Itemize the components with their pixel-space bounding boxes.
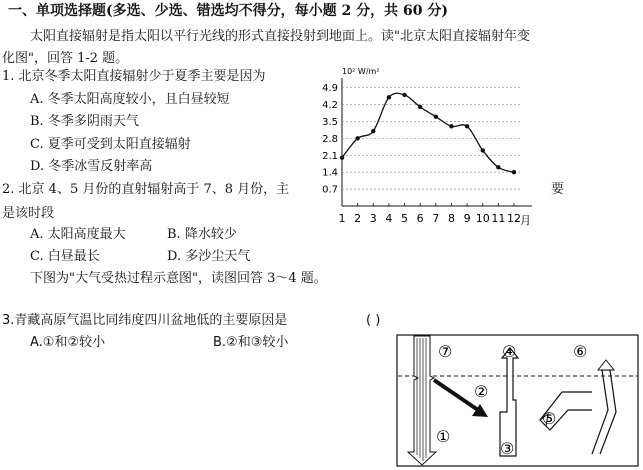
q1-option-d[interactable]: D. 冬季冰雪反射率高: [30, 159, 153, 174]
chart-series-line: [342, 93, 514, 172]
chart-xtick-label: 7: [432, 212, 440, 225]
section-header: 一、单项选择题(多选、少选、错选均不得分，每小题 2 分，共 60 分): [8, 3, 448, 19]
label-2: ②: [474, 382, 489, 401]
chart-ylabel: 10² W/m²: [342, 67, 380, 76]
q2-option-c[interactable]: C. 白昼最长: [30, 249, 100, 264]
solar-radiation-arrow: [408, 336, 436, 465]
q3-stem: 3.青藏高原气温比同纬度四川盆地低的主要原因是: [2, 313, 288, 328]
chart-ytick-label: 2.8: [322, 133, 338, 145]
chart-xtick-label: 8: [447, 212, 455, 225]
chart-xtick-label: 1: [338, 212, 346, 225]
radiation-chart: [310, 62, 550, 232]
escape-radiation-arrow: [592, 360, 616, 454]
chart-xtick-label: 6: [416, 212, 424, 225]
label-6: ⑥: [573, 342, 588, 361]
q3-blank[interactable]: ( ): [366, 313, 381, 328]
label-5: ⑤: [542, 409, 557, 428]
chart-xtick-label: 12: [507, 212, 521, 225]
q2-stem-end: 要: [551, 182, 565, 197]
chart-ytick-label: 0.7: [322, 184, 338, 196]
q1-option-b[interactable]: B. 冬季多阴雨天气: [30, 114, 139, 129]
chart-xtick-label: 2: [354, 212, 362, 225]
diagram-frame: [397, 335, 638, 466]
chart-ytick-label: 2.1: [322, 150, 338, 162]
q2-option-d[interactable]: D. 多沙尘天气: [167, 249, 251, 264]
q3-option-a[interactable]: A.①和②较小: [30, 335, 106, 350]
chart-ytick-label: 4.9: [322, 83, 338, 95]
chart-data-point: [449, 124, 453, 128]
chart-ytick-label: 1.4: [322, 167, 338, 179]
intro-line-1: 太阳直接辐射是指太阳以平行光线的形式直接投射到地面上。读"北京太阳直接辐射年变: [30, 29, 530, 44]
chart-data-point: [340, 155, 344, 159]
chart-data-point: [481, 148, 485, 152]
label-3: ③: [500, 439, 515, 458]
chart-xtick-label: 5: [401, 212, 409, 225]
q1-option-c[interactable]: C. 夏季可受到太阳直接辐射: [30, 137, 191, 152]
chart-xlabel: 月: [520, 214, 531, 227]
chart-xtick-label: 4: [385, 212, 393, 225]
label-7: ⑦: [438, 342, 453, 361]
chart-data-point: [434, 114, 438, 118]
label-1: ①: [436, 427, 451, 446]
q3-option-b[interactable]: B.②和③较小: [213, 335, 289, 350]
q1-stem: 1. 北京冬季太阳直接辐射少于夏季主要是因为: [2, 69, 266, 84]
chart-xtick-label: 10: [475, 212, 490, 225]
chart-xtick-label: 9: [463, 212, 471, 225]
q2-option-a[interactable]: A. 太阳高度最大: [30, 227, 126, 242]
atmosphere-heating-diagram: [396, 334, 640, 468]
chart-data-point: [512, 170, 516, 174]
chart-ytick-label: 3.5: [322, 116, 338, 128]
chart-ytick-label: 4.2: [322, 100, 338, 112]
chart-xtick-label: 3: [369, 212, 377, 225]
lead-3-4: 下图为"大气受热过程示意图"，读图回答 3～4 题。: [30, 271, 327, 286]
chart-xtick-label: 11: [491, 212, 506, 225]
q2-option-b[interactable]: B. 降水较少: [167, 227, 237, 242]
chart-data-point: [355, 136, 359, 140]
chart-data-point: [418, 105, 422, 109]
chart-data-point: [387, 95, 391, 99]
chart-data-point: [496, 165, 500, 169]
intro-line-2: 化图"，回答 1-2 题。: [2, 51, 129, 66]
q1-option-a[interactable]: A. 冬季太阳高度较小，且白昼较短: [30, 92, 230, 107]
chart-data-point: [465, 124, 469, 128]
q2-stem-line-1: 2. 北京 4、5 月份的直射辐射高于 7、8 月份，主: [2, 182, 290, 197]
label-4: ④: [502, 342, 517, 361]
q2-stem-line-2: 是该时段: [2, 206, 55, 221]
chart-data-point: [371, 129, 375, 133]
chart-data-point: [402, 93, 406, 97]
